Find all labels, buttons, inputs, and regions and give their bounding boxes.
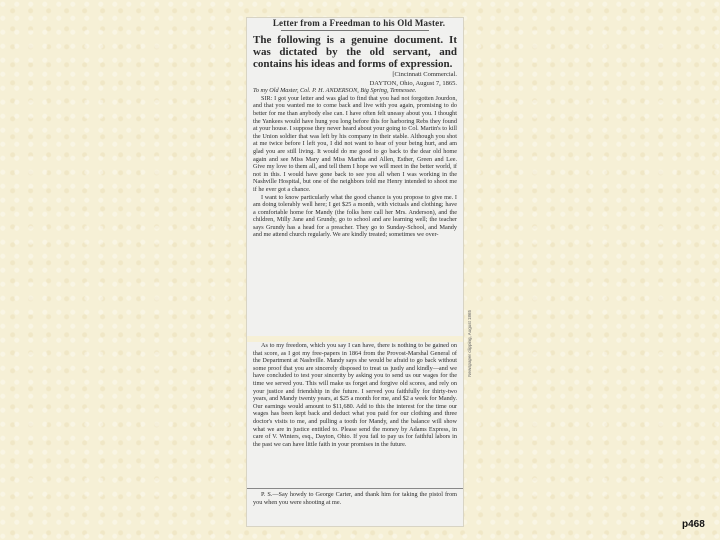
clipping-paragraph-3: As to my freedom, which you say I can have, there is nothing to be gained on that score, as I got my free-papers in 1864 from the Provost-Marshal General of the Department at Nashville. Mandy says she would be afraid to go back without some proof that you are sincerely disposed to treat us justly and kindly—and we have concluded to test your sincerity by asking you to send us our wages for the time we served you. This will make us forget and forgive old scores, and rely on your justice and friendship in the future. I served you faithfully for thirty-two years, and Mandy twenty years, at $25 a month for me, and $2 a week for Mandy. Our earnings would amount to $11,680. Add to this the interest for the time our wages has been kept back and deduct what you paid for our clothing and three doctor's visits to me, and pulling a tooth for Mandy, and the balance will show what we are in justice entitled to. Please send the money by Adams Express, in care of V. Winters, esq., Dayton, Ohio. If you fail to pay us for faithful labors in the past we can have little faith in your promises in the future. bbox=[253, 342, 457, 448]
clipping-column-bottom bbox=[247, 488, 463, 526]
clipping-intro: The following is a genuine document. It was dictated by the old servant, and contains his ideas and forms of expression. bbox=[253, 34, 457, 70]
clipping-column-top bbox=[247, 18, 463, 336]
clipping-paragraph-2: I want to know particularly what the good chance is you propose to give me. I am doing tolerably well here; I get $25 a month, with victuals and clothing; have a comfortable home for Mandy (the folks here call her Mrs. Anderson), and the children, Milly Jane and Grundy, go to school and are learning well; the teacher says Grundy has a head for a preacher. They go to Sunday-School, and Mandy and me attend church regularly. We are kindly treated; sometimes we over- bbox=[253, 193, 457, 239]
newspaper-clipping bbox=[247, 18, 463, 526]
clipping-paragraph-1: SIR: I got your letter and was glad to find that you had not forgotten Jourdon, and that you wanted me to come back and live with you again, promising to do better for me than anybody else can. I have often felt uneasy about you. I thought the Yankees would have hung you long before this for harboring Rebs they found at your house. I suppose they never heard about your going to Col. Martin's to kill the Union soldier that was left by his company in their stable. Although you shot at me twice before I left you, I did not want to hear of your being hurt, and am glad you are still living. It would do me good to go back to the dear old home again and see Miss Mary and Miss Martha and Allen, Esther, Green and Lee. Give my love to them all, and tell them I hope we will meet in the better world, if not in this. I would have gone back to see you all when I was working in the Nashville Hospital, but one of the neighbors told me Henry intended to shoot me if he ever got a chance. bbox=[253, 94, 457, 193]
clipping-column-middle bbox=[247, 342, 463, 486]
image-credit: Newspaper clipping, August 1865 bbox=[467, 310, 472, 377]
clipping-headline: Letter from a Freedman to his Old Master. bbox=[272, 18, 446, 28]
clipping-addressee: To my Old Master, Col. P. H. ANDERSON, Big Spring, Tennessee. bbox=[253, 87, 417, 95]
headline-rule bbox=[281, 30, 429, 31]
page-number: p468 bbox=[682, 519, 705, 530]
clipping-dateline: DAYTON, Ohio, August 7, 1865. bbox=[369, 79, 457, 87]
clipping-postscript: P. S.—Say howdy to George Carter, and thank him for taking the pistol from you when you were shooting at me. bbox=[253, 491, 457, 506]
clipping-source: [Cincinnati Commercial. bbox=[392, 71, 457, 78]
